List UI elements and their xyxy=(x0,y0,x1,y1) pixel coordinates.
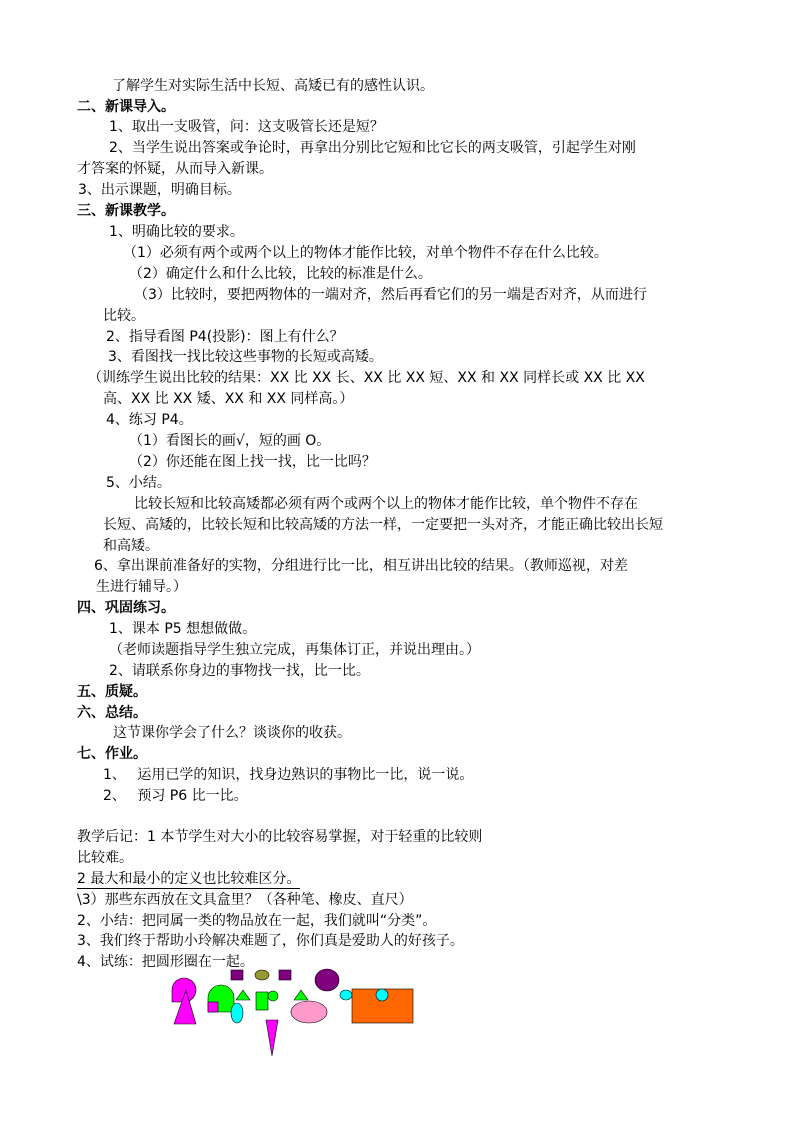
text-line: 4、练习 P4。 xyxy=(106,412,193,428)
text-line: 教学后记：1 本节学生对大小的比较容易掌握，对于轻重的比较则 xyxy=(77,829,483,845)
text-line: 4、试练：把圆形圈在一起。 xyxy=(77,954,254,970)
section-heading-2: 二、新课导入。 xyxy=(77,99,175,115)
text-line: 2、 预习 P6 比一比。 xyxy=(103,788,248,804)
text-line: 2、指导看图 P4(投影)：图上有什么？ xyxy=(106,329,344,345)
cyan-oval-shape xyxy=(340,990,352,1000)
text-line: 1、明确比较的要求。 xyxy=(109,224,244,240)
section-heading-7: 七、作业。 xyxy=(77,746,147,762)
text-line: 1、课本 P5 想想做做。 xyxy=(109,621,257,637)
text-line: （老师读题指导学生独立完成，再集体订正，并说出理由。） xyxy=(109,642,480,658)
text-line: 6、拿出课前准备好的实物，分组进行比一比，相互讲出比较的结果。（教师巡视，对差 xyxy=(94,558,628,574)
text-line: \3）那些东西放在文具盒里？（各种笔、橡皮、直尺） xyxy=(77,892,413,908)
cyan-oval-shape xyxy=(231,1003,243,1023)
section-heading-3: 三、新课教学。 xyxy=(77,203,175,219)
olive-oval-shape xyxy=(255,970,269,980)
text-line: 生进行辅导。） xyxy=(96,579,187,595)
magenta-cone-shape xyxy=(266,1020,278,1056)
purple-square-shape xyxy=(231,970,243,980)
text-line: （3）比较时，要把两物体的一端对齐，然后再看它们的另一端是否对齐，从而进行 xyxy=(134,287,647,303)
text-line: 5、小结。 xyxy=(106,475,171,491)
green-triangle-shape xyxy=(236,990,250,1000)
section-heading-6: 六、总结。 xyxy=(77,705,147,721)
text-line: 1、取出一支吸管，问：这支吸管长还是短？ xyxy=(109,119,384,135)
text-line: 比较。 xyxy=(103,308,145,324)
text-line: 这节课你学会了什么？谈谈你的收获。 xyxy=(113,725,351,741)
text-line: 2、小结：把同属一类的物品放在一起，我们就叫“分类”。 xyxy=(77,913,437,929)
text-line: 2、请联系你身边的事物找一找，比一比。 xyxy=(109,663,370,679)
green-circle-shape xyxy=(268,991,278,1001)
magenta-square-shape xyxy=(208,1002,218,1012)
green-rect-shape xyxy=(256,992,268,1010)
text-line: 和高矮。 xyxy=(103,538,159,554)
text-line: 2、当学生说出答案或争论时，再拿出分别比它短和比它长的两支吸管，引起学生对刚 xyxy=(109,140,636,156)
text-line: 比较难。 xyxy=(77,850,133,866)
cyan-circle-shape xyxy=(376,989,388,1001)
text-line: 3、出示课题，明确目标。 xyxy=(78,182,241,198)
text-line: 3、看图找一找比较这些事物的长短或高矮。 xyxy=(108,349,383,365)
text-line: （1）看图长的画√，短的画 O。 xyxy=(129,433,331,449)
section-heading-4: 四、巩固练习。 xyxy=(77,600,175,616)
text-line: 才答案的怀疑，从而导入新课。 xyxy=(77,161,273,177)
pink-oval-shape xyxy=(291,1001,327,1023)
text-line: （2）你还能在图上找一找，比一比吗？ xyxy=(129,454,376,470)
text-line: 1、 运用已学的知识，找身边熟识的事物比一比，说一说。 xyxy=(103,767,474,783)
text-line: （训练学生说出比较的结果：XX 比 XX 长、XX 比 XX 短、XX 和 XX 同样长或 XX 比 XX xyxy=(88,370,645,386)
text-line: 长短、高矮的，比较长短和比较高矮的方法一样，一定要把一头对齐，才能正确比较出长短 xyxy=(103,517,663,533)
text-line: （2）确定什么和什么比较，比较的标准是什么。 xyxy=(129,266,432,282)
intro-line: 了解学生对实际生活中长短、高矮已有的感性认识。 xyxy=(112,78,434,94)
text-line: 3、我们终于帮助小玲解决难题了，你们真是爱助人的好孩子。 xyxy=(77,933,464,949)
purple-circle-shape xyxy=(315,969,339,991)
shapes-figure xyxy=(160,962,420,1062)
text-line: （1）必须有两个或两个以上的物体才能作比较，对单个物件不存在什么比较。 xyxy=(123,245,608,261)
text-line: 2 最大和最小的定义也比较难区分。 xyxy=(77,871,301,887)
section-heading-5: 五、质疑。 xyxy=(77,684,147,700)
text-line: 高、XX 比 XX 矮、XX 和 XX 同样高。） xyxy=(103,391,354,407)
green-triangle-shape xyxy=(294,990,308,1000)
purple-square-shape xyxy=(279,970,291,980)
text-line: 比较长短和比较高矮都必须有两个或两个以上的物体才能作比较，单个物件不存在 xyxy=(134,496,638,512)
